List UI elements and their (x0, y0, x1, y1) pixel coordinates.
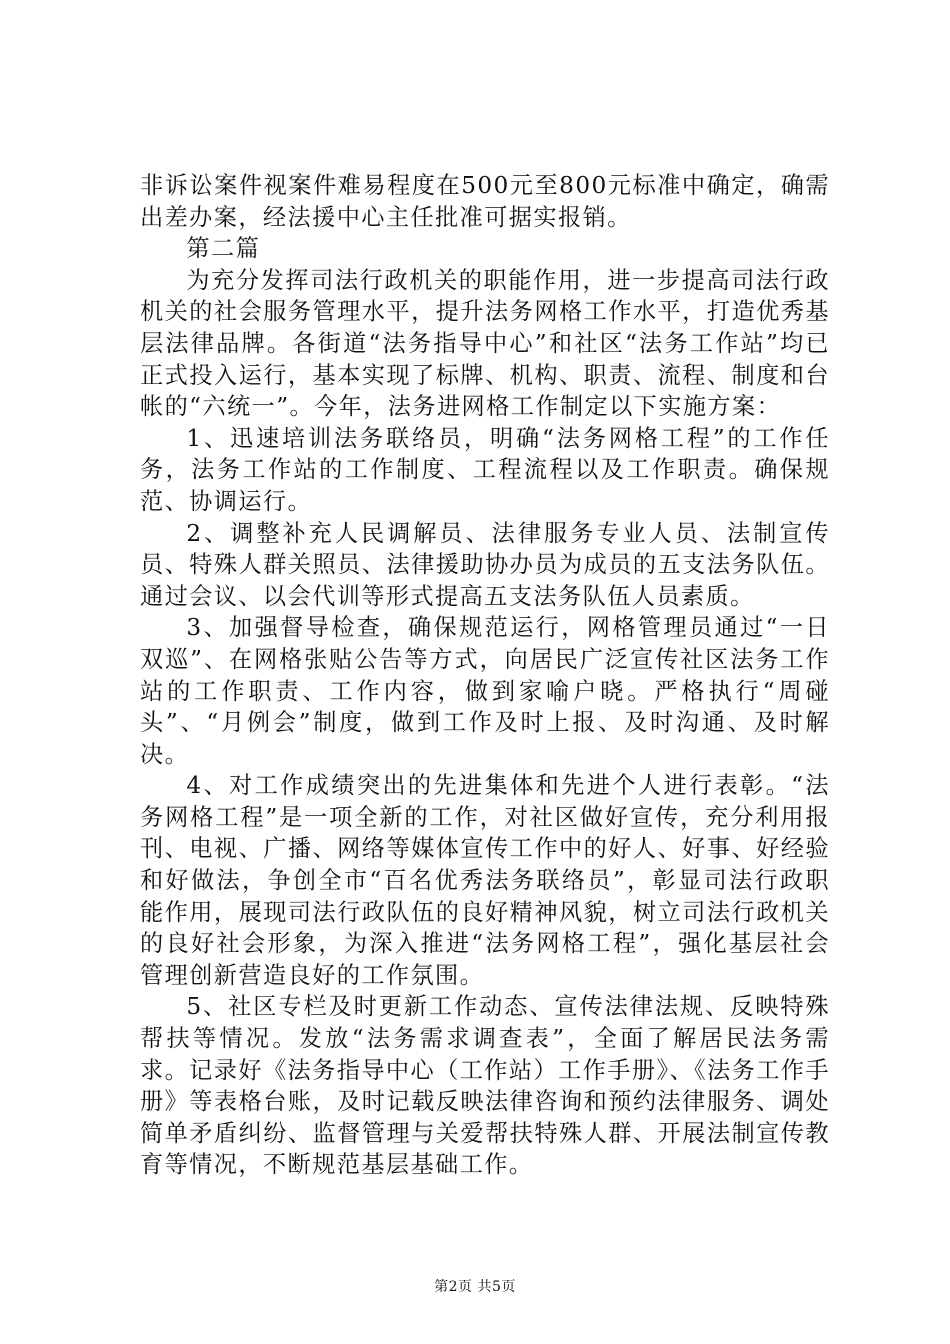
paragraph-item-4: 4、对工作成绩突出的先进集体和先进个人进行表彰。“法务网格工程”是一项全新的工作，对社区做好宣传，充分利用报刊、电视、广播、网络等媒体宣传工作中的好人、好事、好经验和好做法，争创全市“百名优秀法务联络员”，彰显司法行政职能作用，展现司法行政队伍的良好精神风貌，树立司法行政机关的良好社会形象，为深入推进“法务网格工程”，强化基层社会管理创新营造良好的工作氛围。 (140, 772, 830, 989)
page-number-label: 第2页 共5页 (434, 1279, 516, 1295)
paragraph-item-2: 2、调整补充人民调解员、法律服务专业人员、法制宣传员、特殊人群关照员、法律援助协办员为成员的五支法务队伍。通过会议、以会代训等形式提高五支法务队伍人员素质。 (140, 519, 830, 610)
document-body (140, 170, 830, 1181)
page-footer (0, 1278, 950, 1296)
section-heading: 第二篇 (186, 235, 261, 263)
paragraph-intro: 为充分发挥司法行政机关的职能作用，进一步提高司法行政机关的社会服务管理水平，提升法务网格工作水平，打造优秀基层法律品牌。各街道“法务指导中心”和社区“法务工作站”均已正式投入运行，基本实现了标牌、机构、职责、流程、制度和台帐的“六统一”。今年，法务进网格工作制定以下实施方案： (140, 266, 830, 421)
paragraph-item-5: 5、社区专栏及时更新工作动态、宣传法律法规、反映特殊帮扶等情况。发放“法务需求调查表”，全面了解居民法务需求。记录好《法务指导中心（工作站）工作手册》、《法务工作手册》等表格台账，及时记载反映法律咨询和预约法律服务、调处简单矛盾纠纷、监督管理与关爱帮扶特殊人群、开展法制宣传教育等情况，不断规范基层基础工作。 (140, 993, 830, 1179)
paragraph-item-3: 3、加强督导检查，确保规范运行，网格管理员通过“一日双巡”、在网格张贴公告等方式，向居民广泛宣传社区法务工作站的工作职责、工作内容，做到家喻户晓。严格执行“周碰头”、“月例会”制度，做到工作及时上报、及时沟通、及时解决。 (140, 614, 830, 768)
paragraph-continuation: 非诉讼案件视案件难易程度在500元至800元标准中确定，确需出差办案，经法援中心主任批准可据实报销。 (140, 172, 830, 231)
paragraph-item-1: 1、迅速培训法务联络员，明确“法务网格工程”的工作任务，法务工作站的工作制度、工程流程以及工作职责。确保规范、协调运行。 (140, 424, 830, 515)
